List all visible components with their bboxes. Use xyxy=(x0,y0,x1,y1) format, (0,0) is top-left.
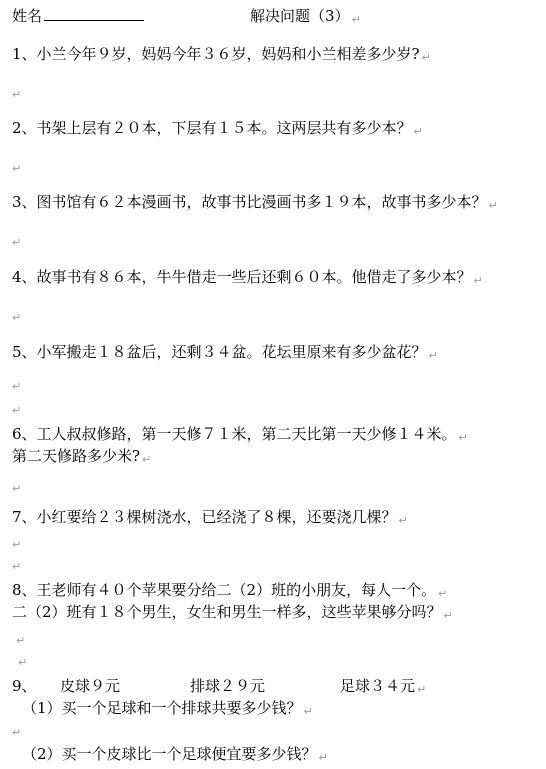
question-2 xyxy=(12,118,423,138)
paragraph-mark-icon: ↵ xyxy=(12,380,22,393)
question-7-text: 7、小红要给２３棵树浇水，已经浇了８棵，还要浇几棵？ xyxy=(12,508,397,526)
question-6-text: 6、工人叔叔修路，第一天修７１米，第二天比第一天少修１４米。 xyxy=(12,425,457,443)
ball-name: 排球 xyxy=(190,677,221,695)
paragraph-mark-icon: ↵ xyxy=(12,482,22,495)
paragraph-mark-icon: ↵ xyxy=(12,560,22,573)
question-2-text: 2、书架上层有２０本，下层有１５本。这两层共有多少本？ xyxy=(12,119,412,137)
paragraph-mark-icon: ↵ xyxy=(488,199,498,212)
paragraph-mark-icon: ↵ xyxy=(398,514,408,527)
paragraph-mark-icon: ↵ xyxy=(12,726,22,739)
question-4 xyxy=(12,267,483,287)
paragraph-mark-icon: ↵ xyxy=(438,587,448,600)
paragraph-mark-icon: ↵ xyxy=(417,683,427,696)
page-title-text: 解决问题（3） xyxy=(250,7,350,25)
question-8-line-2 xyxy=(12,602,453,622)
paragraph-mark-icon: ↵ xyxy=(421,51,431,64)
header-row xyxy=(12,6,144,26)
paragraph-mark-icon: ↵ xyxy=(12,404,22,417)
question-5-text: 5、小军搬走１８盆后，还剩３４盆。花坛里原来有多少盆花？ xyxy=(12,343,427,361)
paragraph-mark-icon: ↵ xyxy=(303,705,313,718)
paragraph-mark-icon: ↵ xyxy=(428,349,438,362)
ball-item-3 xyxy=(340,676,426,696)
ball-item-2 xyxy=(190,676,265,696)
question-9-sub-2-text: （2）买一个皮球比一个足球便宜要多少钱？ xyxy=(22,745,317,763)
paragraph-mark-icon: ↵ xyxy=(12,162,22,175)
question-9-sub-1 xyxy=(22,698,313,718)
question-1-text: 1、小兰今年９岁，妈妈今年３６岁，妈妈和小兰相差多少岁? xyxy=(12,45,420,63)
question-6-text-2: 第二天修路多少米? xyxy=(12,447,141,465)
question-4-text: 4、故事书有８６本，牛牛借走一些后还剩６０本。他借走了多少本？ xyxy=(12,268,472,286)
ball-name: 皮球 xyxy=(60,677,91,695)
question-9-label: 9、 xyxy=(12,677,37,695)
question-3-text: 3、图书馆有６２本漫画书，故事书比漫画书多１９本，故事书多少本？ xyxy=(12,193,487,211)
question-6-line-1 xyxy=(12,424,468,444)
paragraph-mark-icon: ↵ xyxy=(458,431,468,444)
paragraph-mark-icon: ↵ xyxy=(16,634,26,647)
paragraph-mark-icon: ↵ xyxy=(443,609,453,622)
paragraph-mark-icon: ↵ xyxy=(351,13,361,26)
question-8-text: 8、王老师有４０个苹果要分给二（2）班的小朋友，每人一个。 xyxy=(12,581,437,599)
question-9-number xyxy=(12,676,37,696)
paragraph-mark-icon: ↵ xyxy=(142,453,152,466)
page-title xyxy=(250,6,361,26)
paragraph-mark-icon: ↵ xyxy=(12,311,22,324)
paragraph-mark-icon: ↵ xyxy=(18,656,28,669)
ball-item-1 xyxy=(60,676,120,696)
ball-price: ９元 xyxy=(90,677,121,695)
question-8-text-2: 二（2）班有１８个男生，女生和男生一样多，这些苹果够分吗？ xyxy=(12,603,442,621)
question-6-line-2 xyxy=(12,446,151,466)
paragraph-mark-icon: ↵ xyxy=(12,538,22,551)
question-7 xyxy=(12,507,408,527)
question-9-sub-2 xyxy=(22,744,328,764)
ball-price: ２９元 xyxy=(220,677,266,695)
question-8-line-1 xyxy=(12,580,447,600)
name-blank[interactable] xyxy=(44,6,144,21)
question-5 xyxy=(12,342,438,362)
ball-price: ３４元 xyxy=(370,677,416,695)
question-9-sub-1-text: （1）买一个足球和一个排球共要多少钱？ xyxy=(22,699,302,717)
paragraph-mark-icon: ↵ xyxy=(318,751,328,764)
paragraph-mark-icon: ↵ xyxy=(12,236,22,249)
paragraph-mark-icon: ↵ xyxy=(413,125,423,138)
paragraph-mark-icon: ↵ xyxy=(473,274,483,287)
question-1 xyxy=(12,44,431,64)
question-3 xyxy=(12,192,498,212)
paragraph-mark-icon: ↵ xyxy=(12,88,22,101)
name-label: 姓名 xyxy=(12,7,43,25)
ball-name: 足球 xyxy=(340,677,371,695)
